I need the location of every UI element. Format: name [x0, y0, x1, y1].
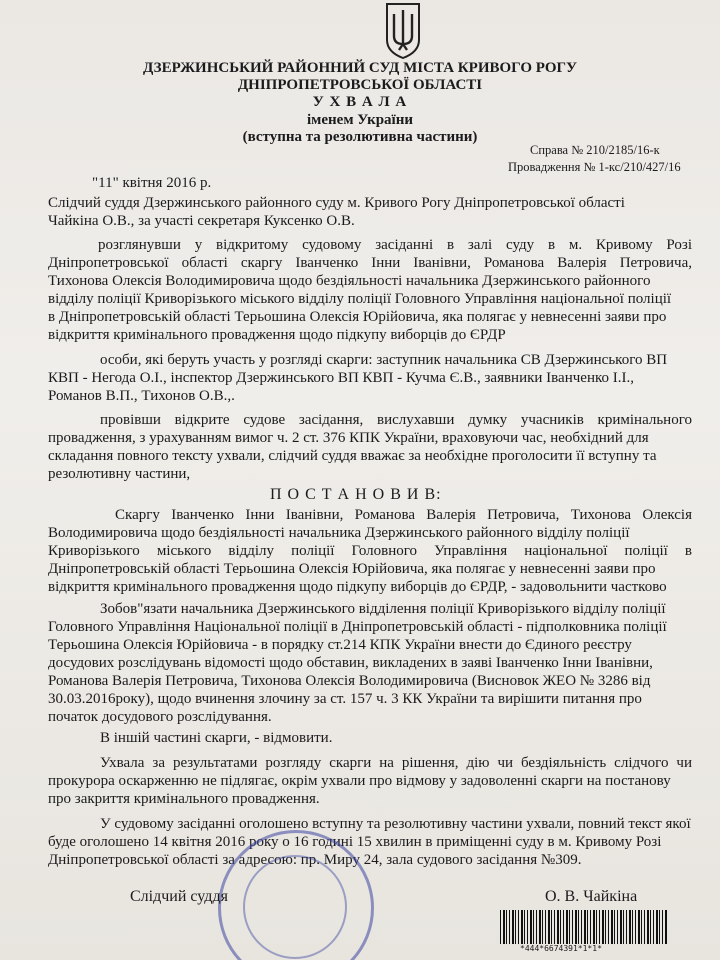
body-line: особи, які беруть участь у розгляді скарги: заступник начальника СВ Дзержинського ВП — [100, 352, 668, 368]
body-line: В іншій частині скарги, - відмовити. — [100, 730, 333, 746]
court-region: ДНІПРОПЕТРОВСЬКОЇ ОБЛАСТІ — [237, 77, 483, 93]
body-line: КВП - Негода О.І., інспектор Дзержинського ВП КВП - Кучма Є.В., заявники Іванченко І.І., — [48, 370, 634, 386]
body-line: в Дніпропетровській області Терьошина Олексія Юрійовича, яка полягає у невнесенні заяви про — [48, 309, 667, 325]
body-line: Дніпропетровській області Терьошина Олексія Юрійовича, яка полягає у невнесенні заяви про — [48, 561, 656, 577]
signature-role: Слідчий суддя — [130, 888, 228, 905]
body-line: резолютивну частини, — [48, 466, 191, 482]
body-line: буде оголошено 14 квітня 2016 року о 16 годині 15 хвилин в приміщенні суду в м. Кривому Розі — [48, 834, 662, 850]
decision-heading: П О С Т А Н О В И В: — [270, 486, 442, 503]
body-line: відділу поліції Криворізького міського відділу поліції Головного Управління національної поліції — [48, 291, 672, 307]
case-number: Справа № 210/2185/16-к — [530, 143, 660, 157]
body-line: Чайкіна О.В., за участі секретаря Куксенко О.В. — [48, 213, 355, 229]
body-line: Слідчий суддя Дзержинського районного суду м. Кривого Рогу Дніпропетровської області — [48, 195, 625, 211]
document-date: "11" квітня 2016 р. — [92, 175, 212, 191]
body-line: Терьошина Олексія Юрійовича - в порядку ст.214 КПК України внести до Єдиного реєстру — [48, 637, 632, 653]
body-line: Дніпропетровської області скаргу Іванченко Інни Іванівни, Романова Валерія Петровича, — [48, 255, 692, 271]
body-line: Криворізького міського відділу поліції Головного Управління національної поліції в — [48, 543, 692, 559]
court-name: ДЗЕРЖИНСЬКИЙ РАЙОННИЙ СУД МІСТА КРИВОГО РОГУ — [142, 60, 578, 76]
body-line: Скаргу Іванченко Інни Іванівни, Романова Валерія Петровича, Тихонова Олексія — [115, 507, 692, 523]
proceeding-number: Провадження № 1-кс/210/427/16 — [508, 160, 681, 174]
in-name-of: іменем України — [306, 112, 414, 128]
body-line: 30.03.2016року), щодо вчинення злочину за ст. 157 ч. 3 КК України та вирішити питання про — [48, 691, 642, 707]
body-line: Дніпропетровської області за адресою: пр. Миру 24, зала судового засідання №309. — [48, 852, 582, 868]
body-line: складання повного тексту ухвали, слідчий суддя вважає за необхідне проголосити її вступну та — [48, 448, 657, 464]
document-parts: (вступна та резолютивна частини) — [242, 129, 478, 145]
body-line: Романов В.П., Тихонов О.В.,. — [48, 388, 235, 404]
signature-name: О. В. Чайкіна — [545, 888, 638, 905]
body-line: Володимировича щодо бездіяльності начальника Дзержинського районного відділу поліції — [48, 525, 630, 541]
coat-of-arms-icon — [383, 0, 423, 60]
barcode-icon — [500, 910, 668, 944]
body-line: відкриття кримінального провадження щодо підкупу виборців до ЄРДР — [48, 327, 506, 343]
body-line: Головного Управління Національної поліції в Дніпропетровській області - підполковника поліції — [48, 619, 667, 635]
body-line: відкриття кримінального провадження щодо підкупу виборців до ЄРДР, - задовольнити частково — [48, 579, 667, 595]
body-line: про закриття кримінального провадження. — [48, 791, 320, 807]
body-line: прокурора оскарженню не підлягає, окрім ухвали про відмову у задоволенні скарги на постанову — [48, 773, 671, 789]
body-line: початок досудового розслідування. — [48, 709, 272, 725]
barcode-number: *444*6674391*1*1* — [520, 944, 602, 953]
body-line: Романова Валерія Петровича, Тихонова Олексія Володимировича (Висновок ЖЕО № 3286 від — [48, 673, 651, 689]
body-line: розглянувши у відкритому судовому засіданні в залі суду в м. Кривому Розі — [98, 237, 692, 253]
body-line: У судовому засіданні оголошено вступну та резолютивну частини ухвали, повний текст якої — [100, 816, 691, 832]
body-line: Зобов"язати начальника Дзержинського відділення поліції Криворізького відділу поліції — [100, 601, 666, 617]
document-type: У Х В А Л А — [312, 94, 408, 110]
body-line: Ухвала за результатами розгляду скарги на рішення, дію чи бездіяльність слідчого чи — [100, 755, 692, 771]
body-line: Тихонова Олексія Володимировича щодо бездіяльності начальника Дзержинського районного — [48, 273, 651, 289]
body-line: провівши відкрите судове засідання, вислухавши думку учасників кримінального — [100, 412, 692, 428]
body-line: провадження, з урахуванням вимог ч. 2 ст. 376 КПК України, враховуючи час, необхідний для — [48, 430, 649, 446]
body-line: досудових розслідувань відомості щодо обставин, викладених в заяві Іванченко Інни Іванівни, — [48, 655, 653, 671]
